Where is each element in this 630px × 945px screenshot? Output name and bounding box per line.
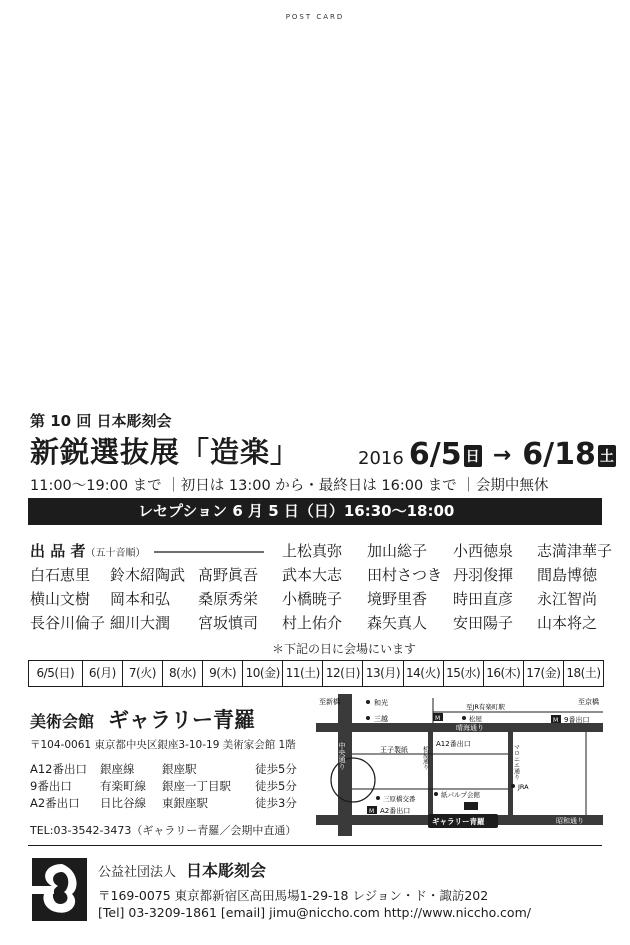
map-label-wako: 和光 (374, 699, 388, 707)
calendar-day: 7(火) (123, 661, 163, 686)
artists-order-note: （五十音順） (85, 548, 146, 559)
organizer-corp-type: 公益社団法人 (98, 865, 177, 880)
map-metro-icon-a: M (435, 715, 441, 722)
date-arrow: → (492, 443, 512, 468)
map-label-oji: 王子製紙 (380, 746, 408, 754)
artist-name: 細川大潤 (110, 614, 171, 632)
artist-name: 長谷川倫子 (30, 614, 106, 632)
opening-hours: 11:00〜19:00 まで ｜初日は 13:00 から・最終日は 16:00 まで ｜会期中無休 (30, 478, 549, 494)
attendance-calendar (28, 660, 604, 687)
venue-name (30, 704, 255, 734)
artist-name: 上松真弥 (282, 542, 343, 560)
calendar-day: 15(水) (444, 661, 484, 686)
access-walk: 徒歩3分 (255, 796, 297, 810)
end-day-badge: 土 (598, 445, 616, 467)
artists-label: 出 品 者 (30, 542, 86, 560)
calendar-day: 11(土) (283, 661, 323, 686)
map-label-sanhara: 三原橋交番 (383, 795, 416, 803)
map-metro-icon-c: M (369, 808, 375, 815)
map-label-a12: A12番出口 (436, 740, 471, 748)
access-walk: 徒歩5分 (255, 779, 297, 793)
map-label-exit9: 9番出口 (564, 716, 590, 724)
exhibition-title: 新鋭選抜展「造楽」 (30, 435, 301, 469)
calendar-day: 8(水) (163, 661, 203, 686)
artist-name: 桑原秀栄 (198, 590, 259, 608)
postcard-label: POST CARD (285, 13, 345, 21)
artist-name: 鈴木紹陶武 (110, 566, 186, 584)
artist-name: 白石恵里 (30, 566, 91, 584)
access-map (316, 694, 603, 836)
map-label-top-left: 至新橋 (319, 698, 340, 706)
artist-name: 岡本和弘 (110, 590, 171, 608)
access-line: 日比谷線 (100, 796, 146, 810)
artist-name: 小橋暁子 (282, 590, 343, 608)
artist-name: 安田陽子 (453, 614, 514, 632)
access-station: 東銀座駅 (162, 796, 208, 810)
map-label-jra: JRA (518, 783, 529, 791)
map-label-chuo: 中央通り (338, 742, 346, 770)
map-label-showa: 昭和通り (556, 817, 584, 825)
access-station: 銀座一丁目駅 (162, 779, 231, 793)
exhibition-edition: 第 10 回 日本彫刻会 (30, 412, 172, 430)
exhibition-dates (358, 437, 616, 472)
calendar-day: 13(月) (363, 661, 403, 686)
heading-rule (154, 549, 266, 555)
artist-name: 田村さつき (367, 566, 443, 584)
artists-heading (30, 540, 266, 561)
access-line: 銀座線 (100, 762, 135, 776)
venue-gallery: ギャラリー青羅 (108, 708, 256, 732)
access-station: 銀座駅 (162, 762, 197, 776)
map-label-harumi: 晴海通り (456, 724, 484, 732)
artist-name: 境野里香 (367, 590, 428, 608)
calendar-day: 9(木) (203, 661, 243, 686)
access-exit: 9番出口 (30, 779, 72, 793)
venue-address: 〒104-0061 東京都中央区銀座3-10-19 美術家会館 1階 (30, 739, 296, 751)
artist-name: 時田直彦 (453, 590, 514, 608)
access-walk: 徒歩5分 (255, 762, 297, 776)
reception-banner (28, 498, 602, 525)
map-metro-icon-b: M (553, 717, 559, 724)
start-day-badge: 日 (464, 445, 482, 467)
attendance-notice: ＊下記の日に会場にいます (272, 642, 417, 656)
map-label-a2: A2番出口 (380, 807, 411, 815)
calendar-day: 14(火) (404, 661, 444, 686)
organizer-address: 〒169-0075 東京都新宿区高田馬場1-29-18 レジョン・ド・諏訪202 (98, 888, 489, 903)
map-label-matsuya: 松屋通り (421, 746, 429, 770)
artist-name: 志満津華子 (537, 542, 613, 560)
artist-name: 山本将之 (537, 614, 598, 632)
artist-name: 間島博徳 (537, 566, 598, 584)
organizer-name (98, 858, 266, 881)
artist-list (30, 540, 613, 636)
start-date: 6/5 (408, 437, 462, 472)
map-label-marunouchi: マロニエ通り (512, 744, 520, 780)
niccho-logo-icon (32, 858, 87, 921)
artist-name: 丹羽俊揮 (453, 566, 514, 584)
venue-hall: 美術会館 (30, 712, 95, 731)
map-label-gallery: ギャラリー青羅 (432, 817, 485, 826)
map-label-top-right: 至京橋 (578, 698, 599, 706)
access-exit: A12番出口 (30, 762, 87, 776)
calendar-day: 17(金) (524, 661, 564, 686)
map-label-jr: 至JR有楽町駅 (466, 703, 505, 711)
section-divider (28, 845, 602, 846)
artist-name: 髙野眞吾 (198, 566, 259, 584)
year: 2016 (358, 448, 404, 469)
calendar-day: 18(土) (566, 666, 601, 680)
map-label-paper: 紙パルプ会館 (441, 791, 480, 799)
artist-name: 永江智尚 (537, 590, 598, 608)
artist-name: 村上佑介 (282, 614, 343, 632)
calendar-day: 6/5(日) (29, 661, 83, 686)
gallery-marker (464, 802, 478, 810)
artist-name: 加山総子 (367, 542, 428, 560)
artist-name: 武本大志 (282, 566, 343, 584)
venue-tel: TEL:03-3542-3473（ギャラリー青羅／会期中直通） (30, 824, 297, 837)
calendar-day: 10(金) (243, 661, 283, 686)
artist-name: 横山文樹 (30, 590, 91, 608)
map-label-matsuya-store: 松屋 (469, 715, 482, 723)
calendar-day: 12(日) (323, 661, 363, 686)
artist-name: 小西徳泉 (453, 542, 514, 560)
map-label-mitsukoshi: 三越 (374, 715, 388, 723)
artist-name: 宮坂慎司 (198, 614, 259, 632)
organizer-title: 日本彫刻会 (186, 861, 267, 880)
artist-name: 森矢真人 (367, 614, 428, 632)
end-date: 6/18 (522, 437, 596, 472)
matsuya-road (428, 732, 433, 822)
access-exit: A2番出口 (30, 796, 80, 810)
calendar-day: 16(木) (484, 661, 524, 686)
access-line: 有楽町線 (100, 779, 146, 793)
organizer-contact: [Tel] 03-3209-1861 [email] jimu@niccho.com http://www.niccho.com/ (98, 905, 531, 920)
reception-text: レセプション 6 月 5 日（日）16:30〜18:00 (138, 502, 455, 520)
calendar-day: 6(月) (83, 661, 123, 686)
